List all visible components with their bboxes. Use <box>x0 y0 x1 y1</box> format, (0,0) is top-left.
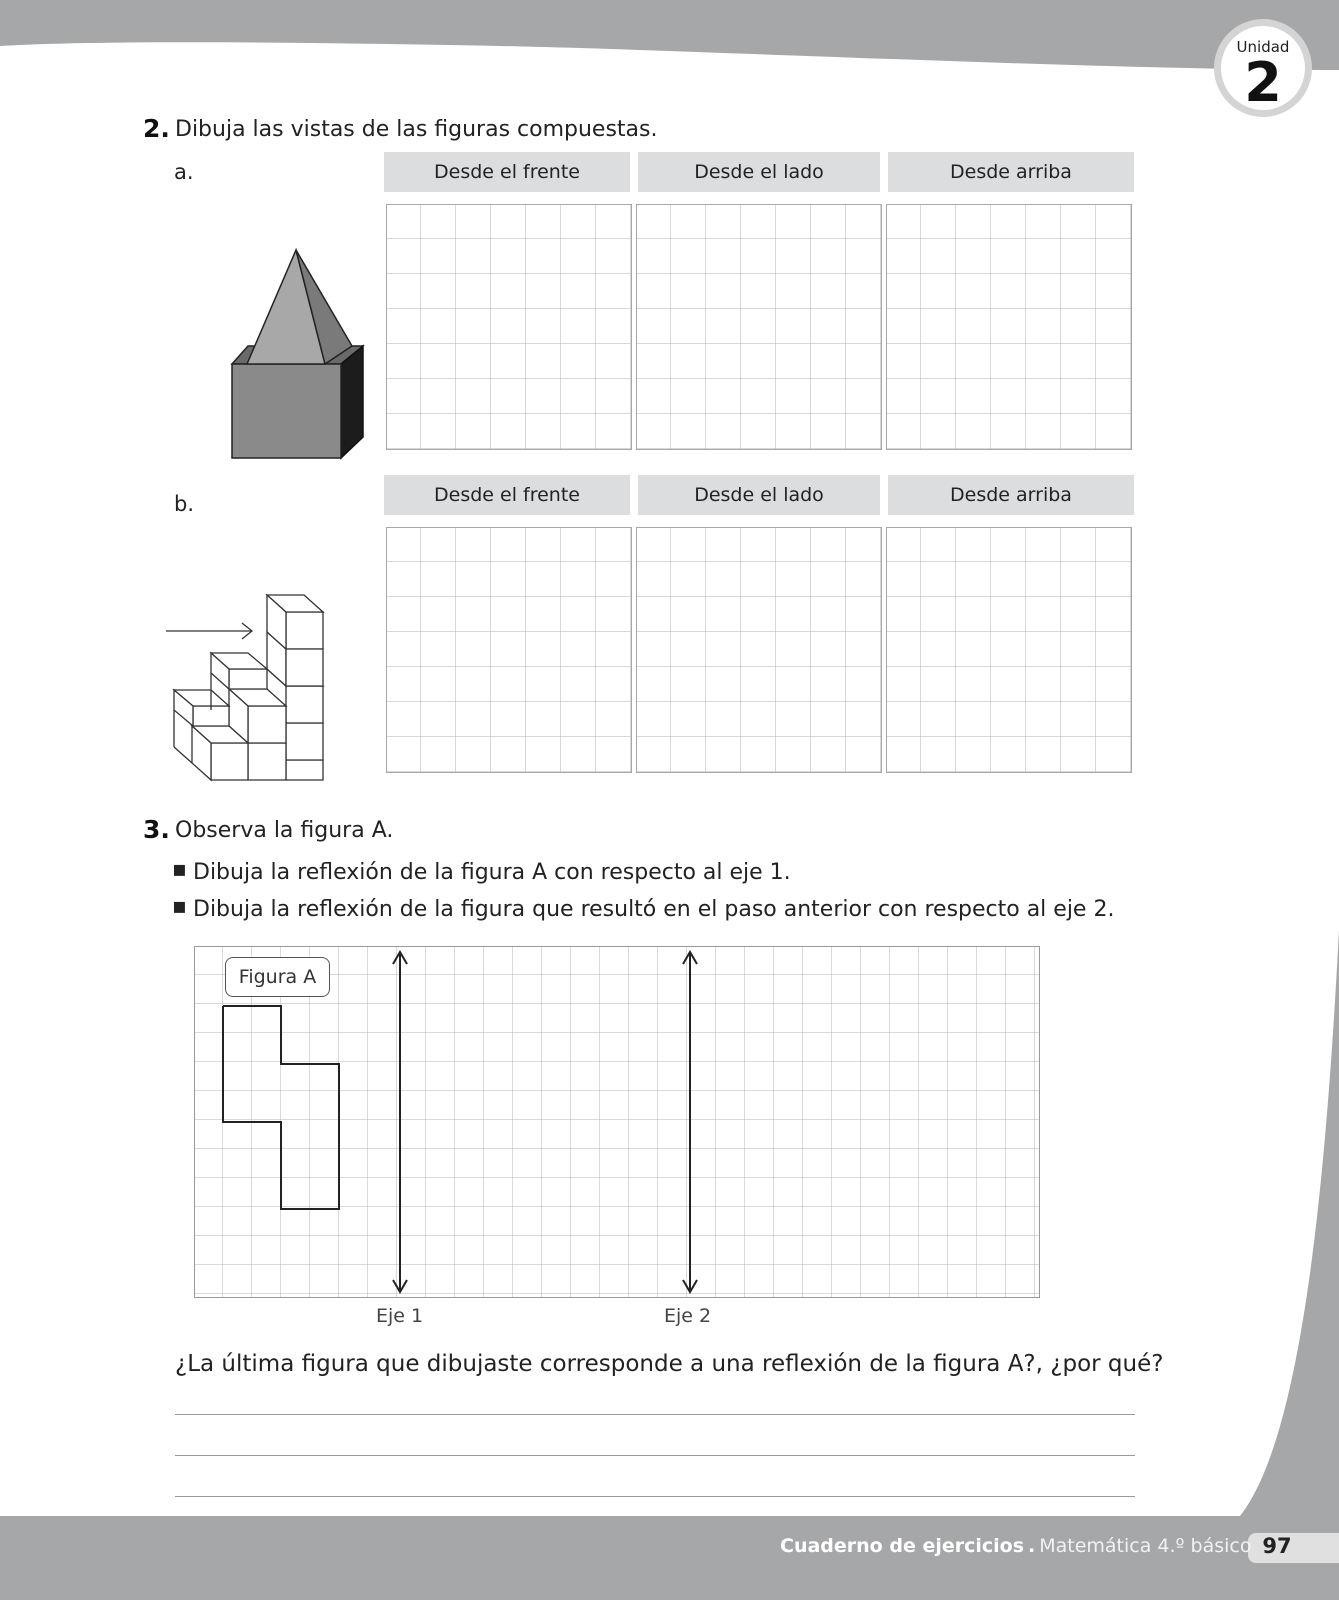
part-b-header-front: Desde el frente <box>384 475 630 515</box>
part-b-grid-side[interactable] <box>636 527 882 773</box>
reflection-grid[interactable] <box>194 946 1040 1298</box>
top-band <box>0 0 1339 70</box>
part-b-header-top: Desde arriba <box>888 475 1134 515</box>
reflection-question: ¿La última figura que dibujaste corresponde a una reflexión de la figura A?, ¿por qué? <box>175 1351 1164 1377</box>
exercise-2-number: 2. <box>143 114 170 143</box>
answer-line-3[interactable] <box>175 1496 1135 1497</box>
footer-text <box>780 1535 1252 1557</box>
figure-a-label: Figura A <box>225 957 330 997</box>
part-a-header-side: Desde el lado <box>638 152 880 192</box>
part-a-header-top: Desde arriba <box>888 152 1134 192</box>
stacked-cubes-icon <box>160 585 375 785</box>
footer-book-title: Cuaderno de ejercicios <box>780 1535 1025 1557</box>
part-a-label: a. <box>174 160 194 184</box>
answer-line-2[interactable] <box>175 1455 1135 1456</box>
cube-with-pyramid-icon <box>225 240 375 460</box>
axis-2-label: Eje 2 <box>664 1305 712 1327</box>
unit-label: Unidad <box>1236 38 1290 56</box>
part-b-grid-front[interactable] <box>386 527 632 773</box>
bullet-2: Dibuja la reflexión de la figura que resultó en el paso anterior con respecto al eje 2. <box>193 897 1115 922</box>
part-a-grid-top[interactable] <box>886 204 1132 450</box>
footer-subject: Matemática 4.º básico <box>1039 1535 1252 1557</box>
axis-1-label: Eje 1 <box>376 1305 424 1327</box>
part-a-grid-side[interactable] <box>636 204 882 450</box>
unit-number: 2 <box>1244 51 1282 114</box>
part-a-header-front: Desde el frente <box>384 152 630 192</box>
page-number: 97 <box>1262 1534 1292 1558</box>
part-a-grid-front[interactable] <box>386 204 632 450</box>
exercise-2-instruction: Dibuja las vistas de las figuras compuestas. <box>175 117 658 142</box>
footer-separator: . <box>1028 1535 1036 1557</box>
exercise-3-number: 3. <box>143 815 170 844</box>
bullet-marker-1: ▪ <box>172 857 187 882</box>
part-b-header-side: Desde el lado <box>638 475 880 515</box>
bullet-marker-2: ▪ <box>172 894 187 919</box>
answer-line-1[interactable] <box>175 1414 1135 1415</box>
right-swoosh <box>1240 930 1339 1516</box>
bullet-1: Dibuja la reflexión de la figura A con respecto al eje 1. <box>193 860 791 885</box>
part-b-grid-top[interactable] <box>886 527 1132 773</box>
exercise-3-instruction: Observa la figura A. <box>175 818 394 843</box>
bottom-band <box>0 1516 1339 1600</box>
part-b-label: b. <box>174 492 195 516</box>
